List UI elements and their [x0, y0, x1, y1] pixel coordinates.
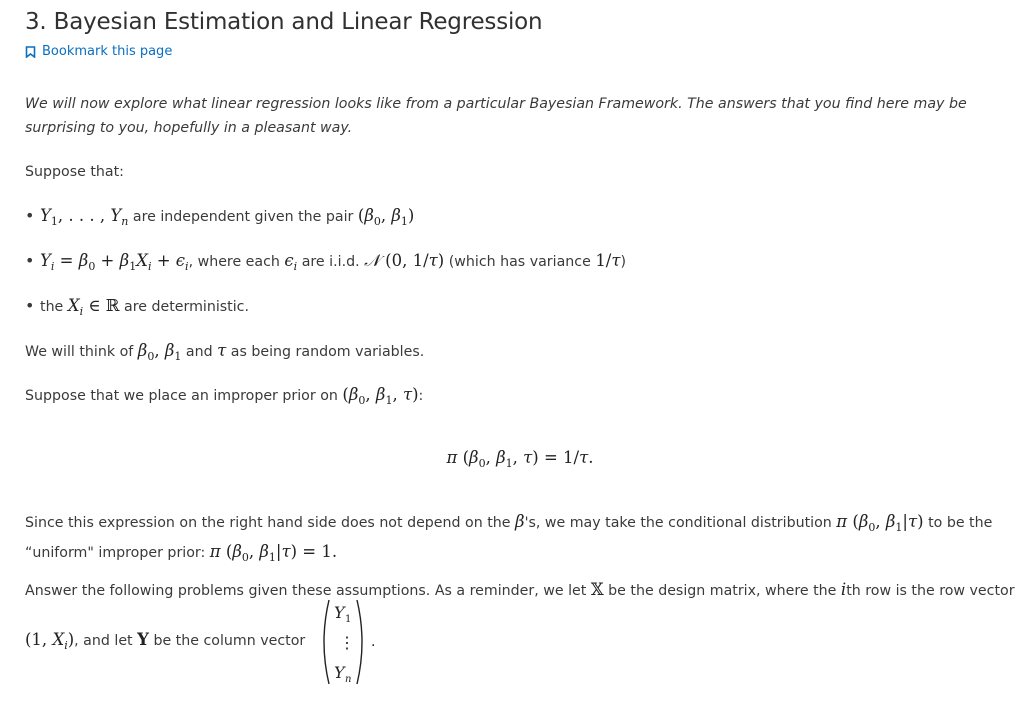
list-item: • $Y_i = \beta_0 + \beta_1X_i + \epsilon_i$, where each $\epsilon_i$ are i.i.d. 𝒩 (0, 1/τ) (which has variance 1/τ) [25, 251, 627, 273]
intro-paragraph: We will now explore what linear regression looks like from a particular Bayesian Framework. The answers that you find here may be surprising to you, hopefully in a pleasant way. [25, 96, 967, 136]
prior-equation: π ($\beta_0$, $\beta_1$, τ) = 1/τ. [446, 448, 594, 471]
svg-text:1: 1 [345, 614, 352, 625]
column-vector [319, 598, 379, 686]
bullet-1-text: are independent given the pair [132, 209, 354, 225]
bullet-2-variance: (which has variance [448, 254, 591, 270]
svg-text:Y: Y [334, 603, 345, 622]
random-variables-line: We will think of $\beta_0$, $\beta_1$ and τ as being random variables. [25, 341, 425, 363]
svg-text:.: . [371, 634, 376, 650]
svg-text:Y: Y [334, 663, 345, 682]
list-item: • $Y_1$, . . . , $Y_n$ are independent given the pair ($\beta_0$, $\beta_1$) [25, 206, 415, 228]
bookmark-label: Bookmark this page [42, 44, 173, 59]
since-paragraph: Since this expression on the right hand side does not depend on the β's, we may take the conditional distribution π ($\beta_0$, $\beta_1|\tau$) to be the “uniform" improper prior: π ($\beta_0$, $\beta_1|\tau) = 1$. [25, 512, 993, 564]
bullet-2-iid: are i.i.d. [301, 254, 360, 270]
bullet-2-where: , where each [188, 254, 280, 270]
prior-line: Suppose that we place an improper prior on ($\beta_0$, $\beta_1$, τ): [25, 385, 424, 407]
svg-text:n: n [345, 674, 352, 685]
suppose-text: Suppose that: [25, 164, 124, 180]
bookmark-button[interactable] [25, 44, 172, 59]
bookmark-icon [25, 46, 36, 58]
bullet-3-the: the [40, 299, 64, 315]
answer-line-1: Answer the following problems given these assumptions. As a reminder, we let 𝕏 be the design matrix, where the ith row is the row vector [25, 580, 1015, 599]
bullet-3-deterministic: are deterministic. [124, 299, 249, 315]
page-title: 3. Bayesian Estimation and Linear Regression [25, 9, 543, 35]
svg-text:⋮: ⋮ [339, 633, 355, 652]
answer-line-2: (1, $X_i$), and let Y be the column vector [25, 630, 306, 652]
list-item: • the $X_i$ ∈ ℝ are deterministic. [25, 296, 249, 318]
